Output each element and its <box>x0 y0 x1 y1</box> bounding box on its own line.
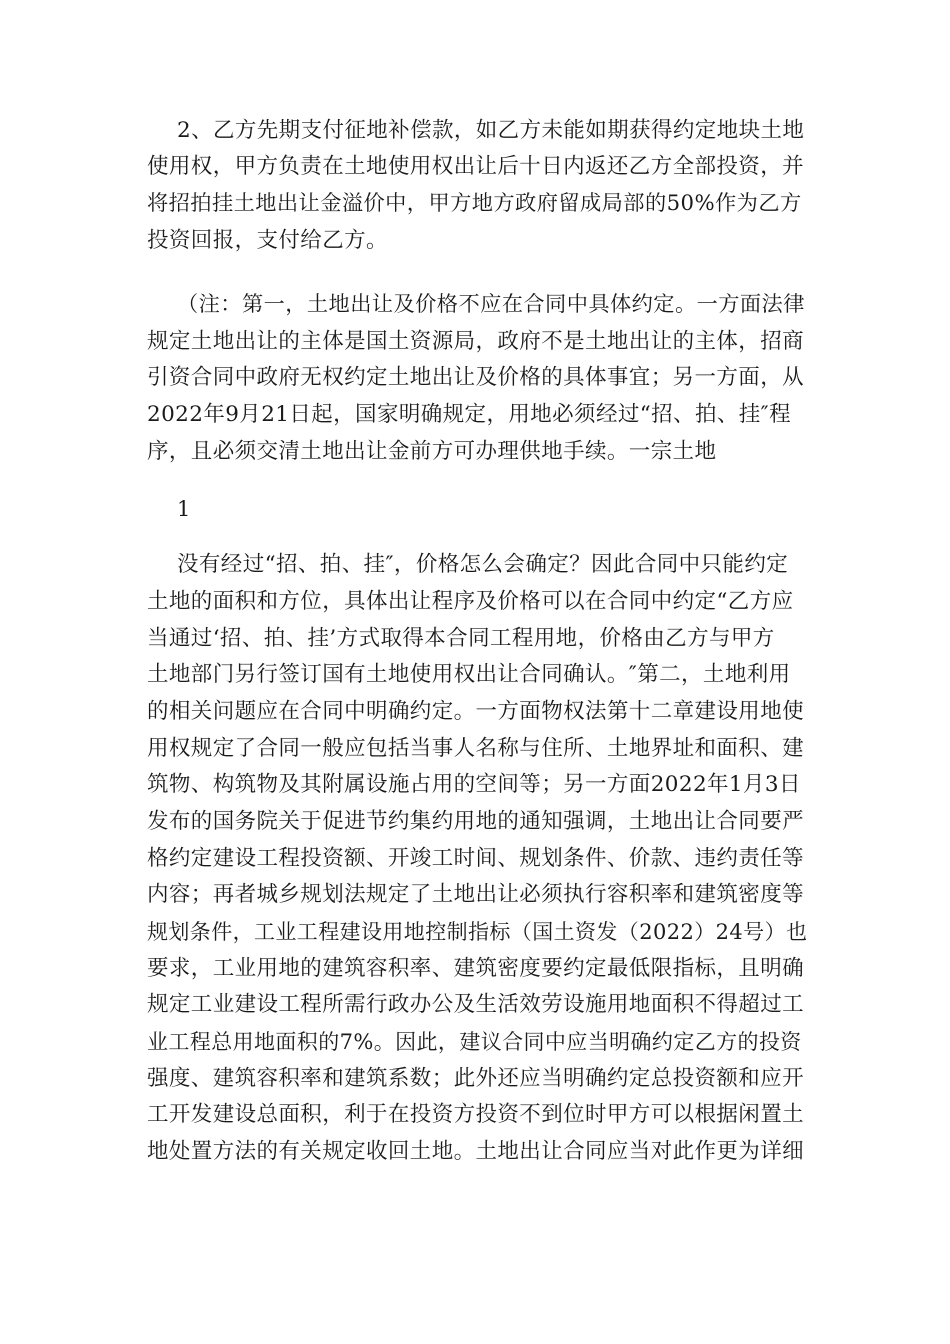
paragraph-3-line-13: 规定工业建设工程所需行政办公及生活效劳设施用地面积不得超过工 <box>147 992 805 1017</box>
paragraph-3-line-7: 筑物、构筑物及其附属设施占用的空间等；另一方面2022年1月3日 <box>147 772 801 797</box>
paragraph-3-line-6: 用权规定了合同一般应包括当事人名称与住所、土地界址和面积、建 <box>147 736 805 761</box>
paragraph-3-line-14: 业工程总用地面积的7%。因此，建议合同中应当明确约定乙方的投资 <box>147 1030 802 1054</box>
paragraph-1-line-4: 投资回报，支付给乙方。 <box>147 228 388 253</box>
paragraph-3-line-8: 发布的国务院关于促进节约集约用地的通知强调，土地出让合同要严 <box>147 809 805 834</box>
paragraph-3-line-15: 强度、建筑容积率和建筑系数；此外还应当明确约定总投资额和应开 <box>147 1066 805 1091</box>
paragraph-3-line-16: 工开发建设总面积，利于在投资方投资不到位时甲方可以根据闲置土 <box>147 1102 805 1127</box>
paragraph-2-line-4: 2022年9月21日起，国家明确规定，用地必须经过“招、拍、挂″程 <box>147 402 791 427</box>
paragraph-3-line-11: 规划条件，工业工程建设用地控制指标（国土资发（2022）24号）也 <box>147 920 808 944</box>
paragraph-2-line-5: 序，且必须交清土地出让金前方可办理供地手续。一宗土地 <box>147 439 717 464</box>
paragraph-3-line-1: 没有经过“招、拍、挂″，价格怎么会确定？因此合同中只能约定 <box>177 552 789 577</box>
page-number: 1 <box>177 497 191 521</box>
paragraph-2-line-2: 规定土地出让的主体是国土资源局，政府不是土地出让的主体，招商 <box>147 329 805 354</box>
paragraph-3-line-2: 土地的面积和方位，具体出让程序及价格可以在合同中约定“乙方应 <box>147 589 794 614</box>
paragraph-1-line-1: 2、乙方先期支付征地补偿款，如乙方未能如期获得约定地块土地 <box>177 118 805 143</box>
paragraph-3-line-12: 要求，工业用地的建筑容积率、建筑密度要约定最低限指标，且明确 <box>147 956 805 981</box>
paragraph-3-line-17: 地处置方法的有关规定收回土地。土地出让合同应当对此作更为详细 <box>147 1139 805 1164</box>
paragraph-3-line-9: 格约定建设工程投资额、开竣工时间、规划条件、价款、违约责任等 <box>147 846 805 871</box>
paragraph-2-line-1: （注：第一，土地出让及价格不应在合同中具体约定。一方面法律 <box>177 292 805 317</box>
paragraph-1-line-2: 使用权，甲方负责在土地使用权出让后十日内返还乙方全部投资，并 <box>147 154 805 179</box>
paragraph-3-line-4: 土地部门另行签订国有土地使用权出让合同确认。″第二，土地利用 <box>147 662 791 687</box>
paragraph-1-line-3: 将招拍挂土地出让金溢价中，甲方地方政府留成局部的50%作为乙方 <box>147 191 802 216</box>
paragraph-3-line-10: 内容；再者城乡规划法规定了土地出让必须执行容积率和建筑密度等 <box>147 882 805 907</box>
paragraph-3-line-3: 当通过‘招、拍、挂’方式取得本合同工程用地，价格由乙方与甲方 <box>147 626 775 651</box>
paragraph-3-line-5: 的相关问题应在合同中明确约定。一方面物权法第十二章建设用地使 <box>147 699 805 724</box>
paragraph-2-line-3: 引资合同中政府无权约定土地出让及价格的具体事宜；另一方面，从 <box>147 365 805 390</box>
